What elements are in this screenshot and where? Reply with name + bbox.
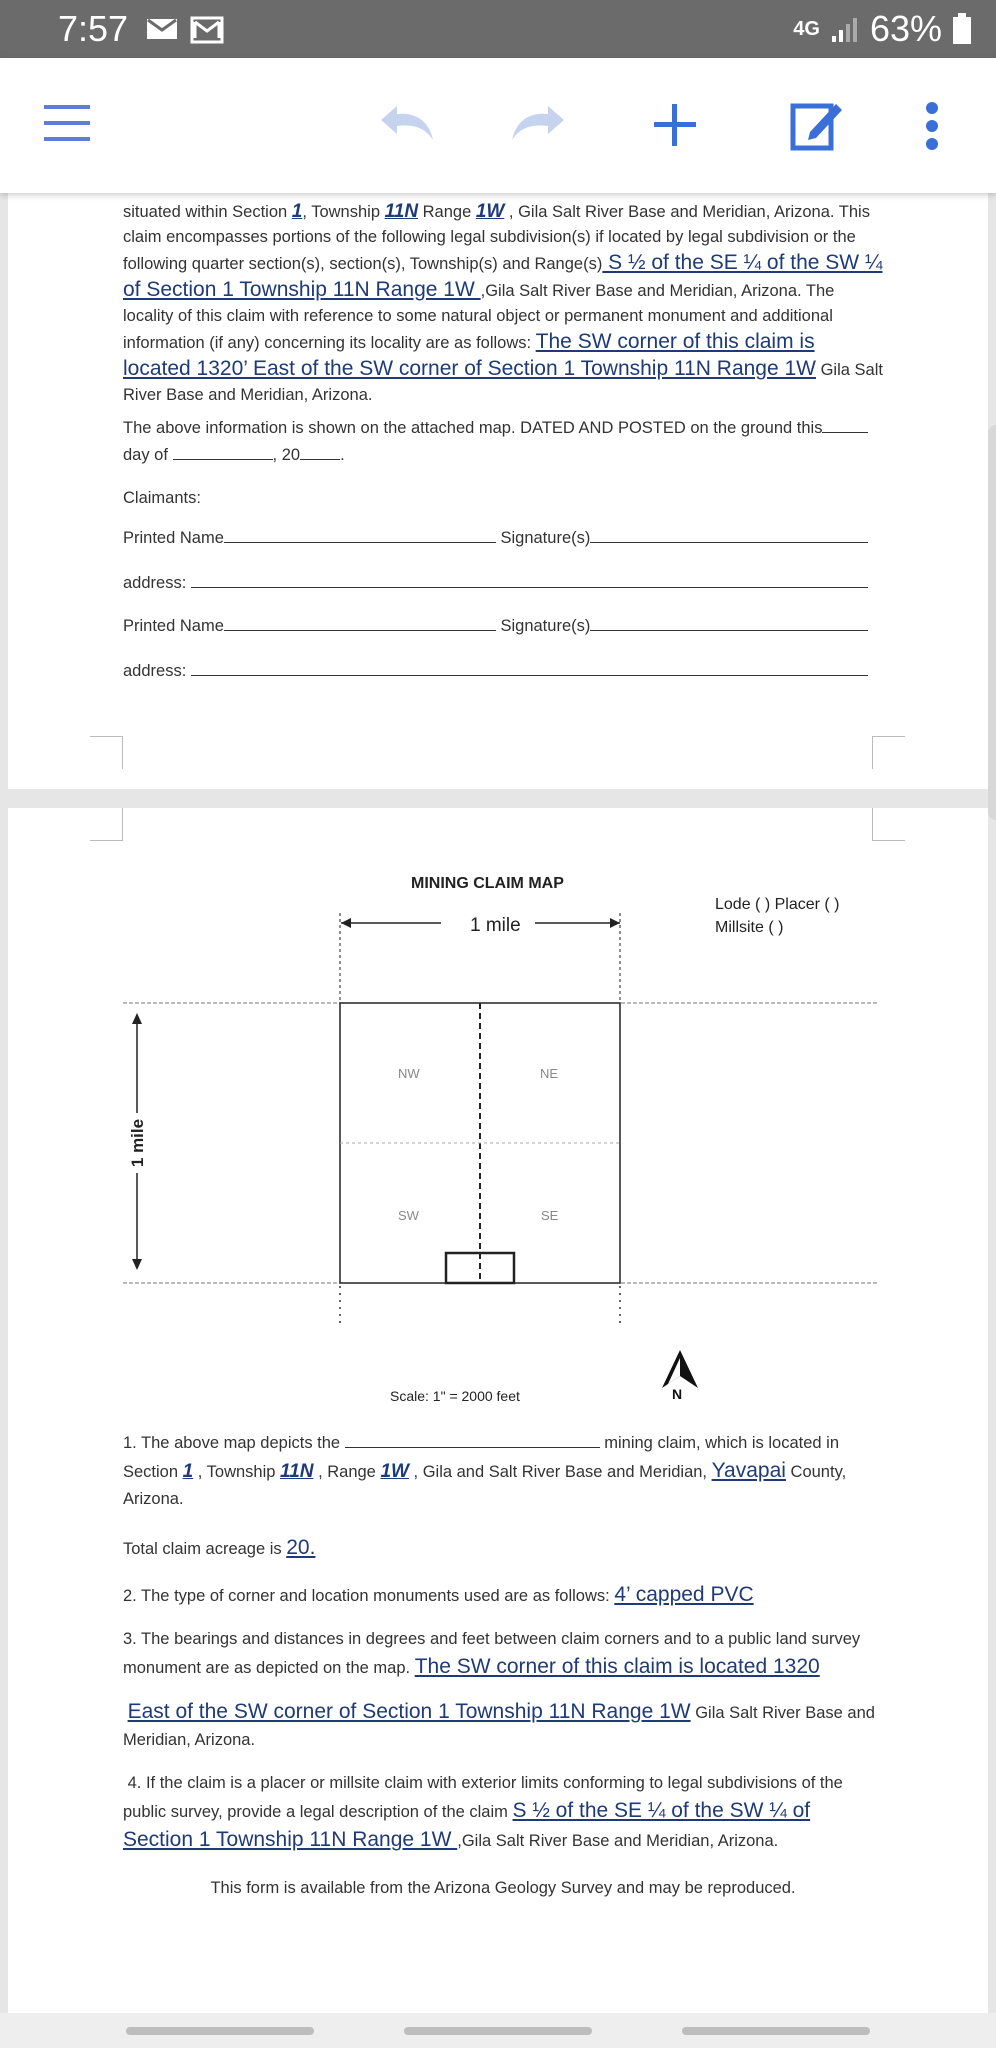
address-label: address:	[123, 662, 187, 680]
signal-icon	[830, 14, 860, 44]
text-fragment: situated within Section	[123, 203, 292, 221]
text-fragment: ,Gila Salt River Base and Meridian, Arizona.	[457, 1832, 779, 1850]
toolbar	[0, 58, 996, 193]
document-page-2	[8, 808, 988, 2013]
quadrant-ne-label: NE	[540, 1066, 559, 1081]
plus-icon[interactable]	[652, 102, 698, 148]
claim-description	[123, 199, 883, 408]
text-fragment: Gila Salt River Base and Meridian, Arizona.	[123, 1704, 875, 1749]
text-fragment: 1. The above map depicts the	[123, 1434, 345, 1452]
status-bar	[0, 0, 996, 58]
redo-icon[interactable]	[508, 100, 572, 144]
signature-field-2[interactable]	[590, 630, 868, 631]
printed-name-field-2[interactable]	[224, 630, 496, 631]
county-value: Yavapai	[711, 1459, 786, 1482]
claimants-label: Claimants:	[123, 489, 201, 507]
printed-name-label: Printed Name	[123, 617, 224, 635]
text-fragment: mining claim, which is located in Section	[123, 1434, 840, 1481]
section-value: 1	[291, 201, 303, 222]
edit-icon[interactable]	[790, 98, 844, 152]
battery-percent: 63%	[869, 8, 942, 49]
text-fragment: Gila Salt River Base and Meridian, Arizona.	[123, 361, 883, 404]
page-corner-mark	[872, 736, 905, 769]
text-fragment: County, Arizona.	[123, 1463, 847, 1508]
claimant-1-row	[123, 526, 883, 551]
item-3-continued	[123, 1698, 883, 1754]
locality-value: The SW corner of this claim is located 1320’ East of the SW corner of Section 1 Township 11N Range 1W	[123, 330, 816, 380]
north-label: N	[672, 1386, 683, 1402]
item-4	[123, 1770, 883, 1855]
menu-icon[interactable]	[44, 103, 92, 143]
range-value: 1W	[475, 201, 505, 222]
map-width-label: 1 mile	[462, 915, 529, 937]
system-nav-bar	[0, 2013, 996, 2048]
millsite-option: Millsite ( )	[715, 919, 784, 936]
township-value: 11N	[384, 201, 419, 222]
quadrant-nw-label: NW	[398, 1066, 420, 1081]
signature-label: Signature(s)	[500, 617, 591, 635]
quadrant-sw-label: SW	[398, 1208, 419, 1223]
form-footer: This form is available from the Arizona Geology Survey and may be reproduced.	[210, 1879, 796, 1897]
text-fragment: , Gila Salt River Base and Meridian, Arizona. This claim encompasses portions of the following legal subdivision(s) if located by legal subdivision or the following quarter section(s), section(s), Township(s) and Range(s)	[123, 203, 870, 273]
range-value: 1W	[380, 1461, 409, 1482]
address-1-row	[123, 571, 883, 596]
address-field-2[interactable]	[191, 675, 868, 676]
page-corner-mark	[90, 736, 123, 769]
legal-description-value: S ½ of the SE ¼ of the SW ¼ of Section 1 Township 11N Range 1W	[123, 1799, 811, 1851]
text-fragment: day of	[123, 446, 168, 464]
claim-type-options: Lode ( ) Placer ( )	[715, 896, 840, 913]
status-time: 7:57	[58, 8, 129, 49]
dated-posted: The above information is shown on the attached map. DATED AND POSTED on the ground thisday of , 20 .	[123, 415, 883, 469]
undo-icon[interactable]	[373, 100, 437, 144]
nav-home-handle[interactable]	[404, 2027, 592, 2035]
text-fragment: 2. The type of corner and location monuments used are as follows:	[123, 1587, 615, 1605]
document-page-1	[8, 193, 988, 789]
signature-label: Signature(s)	[500, 529, 591, 547]
address-label: address:	[123, 574, 187, 592]
bearings-value: The SW corner of this claim is located 1320	[414, 1655, 820, 1678]
network-type: 4G	[793, 17, 820, 40]
nav-recent-handle[interactable]	[682, 2027, 870, 2035]
year-blank	[300, 459, 340, 460]
text-fragment: , Township	[302, 203, 385, 221]
mining-claim-map	[8, 808, 988, 1328]
printed-name-field-1[interactable]	[224, 542, 496, 543]
item-3	[123, 1626, 883, 1682]
legal-subdivision-value: S ½ of the SE ¼ of the SW ¼ of Section 1 Township 11N Range 1W	[123, 251, 883, 301]
map-scale: Scale: 1" = 2000 feet	[390, 1388, 520, 1404]
township-value: 11N	[280, 1461, 314, 1482]
battery-icon	[952, 13, 972, 45]
acreage-label: Total claim acreage is	[123, 1540, 287, 1558]
printed-name-label: Printed Name	[123, 529, 224, 547]
address-field-1[interactable]	[191, 587, 868, 588]
map-title: MINING CLAIM MAP	[411, 875, 564, 892]
section-value: 1	[182, 1461, 194, 1482]
text-fragment: 3. The bearings and distances in degrees and feet between claim corners and to a public land survey monument are as depicted on the map.	[123, 1630, 861, 1677]
bearings-value-continued: East of the SW corner of Section 1 Township 11N Range 1W	[127, 1700, 691, 1723]
text-fragment: , Township	[193, 1463, 281, 1481]
signature-field-1[interactable]	[590, 542, 868, 543]
acreage-value: 20.	[286, 1536, 316, 1559]
day-blank	[822, 432, 868, 433]
text-fragment: , Gila and Salt River Base and Meridian,	[408, 1463, 712, 1481]
map-height-label: 1 mile	[128, 1113, 148, 1173]
acreage-row	[123, 1535, 883, 1562]
claim-name-blank[interactable]	[345, 1447, 600, 1448]
status-right	[793, 8, 972, 50]
text-fragment: , Range	[313, 1463, 381, 1481]
email-icon	[146, 16, 178, 42]
text-fragment: 4. If the claim is a placer or millsite claim with exterior limits conforming to legal subdivisions of the public survey, provide a legal description of the claim	[123, 1774, 843, 1821]
quadrant-se-label: SE	[541, 1208, 559, 1223]
text-fragment: The above information is shown on the attached map. DATED AND POSTED on the ground this	[123, 419, 823, 437]
month-blank	[173, 459, 273, 460]
item-2	[123, 1582, 883, 1609]
text-fragment: , 20	[272, 446, 301, 464]
claimant-2-row	[123, 614, 883, 639]
monument-type-value: 4’ capped PVC	[614, 1583, 754, 1606]
text-fragment: ,Gila Salt River Base and Meridian, Arizona. The locality of this claim with reference to some natural object or permanent monument and additional information (if any) concerning its locality are as follows:	[123, 282, 835, 352]
text-fragment: Range	[418, 203, 476, 221]
item-1	[123, 1430, 883, 1513]
address-2-row	[123, 659, 883, 684]
more-vert-icon[interactable]	[920, 100, 944, 154]
gmail-icon	[190, 16, 224, 44]
nav-back-handle[interactable]	[126, 2027, 314, 2035]
scroll-handle[interactable]	[988, 425, 996, 820]
